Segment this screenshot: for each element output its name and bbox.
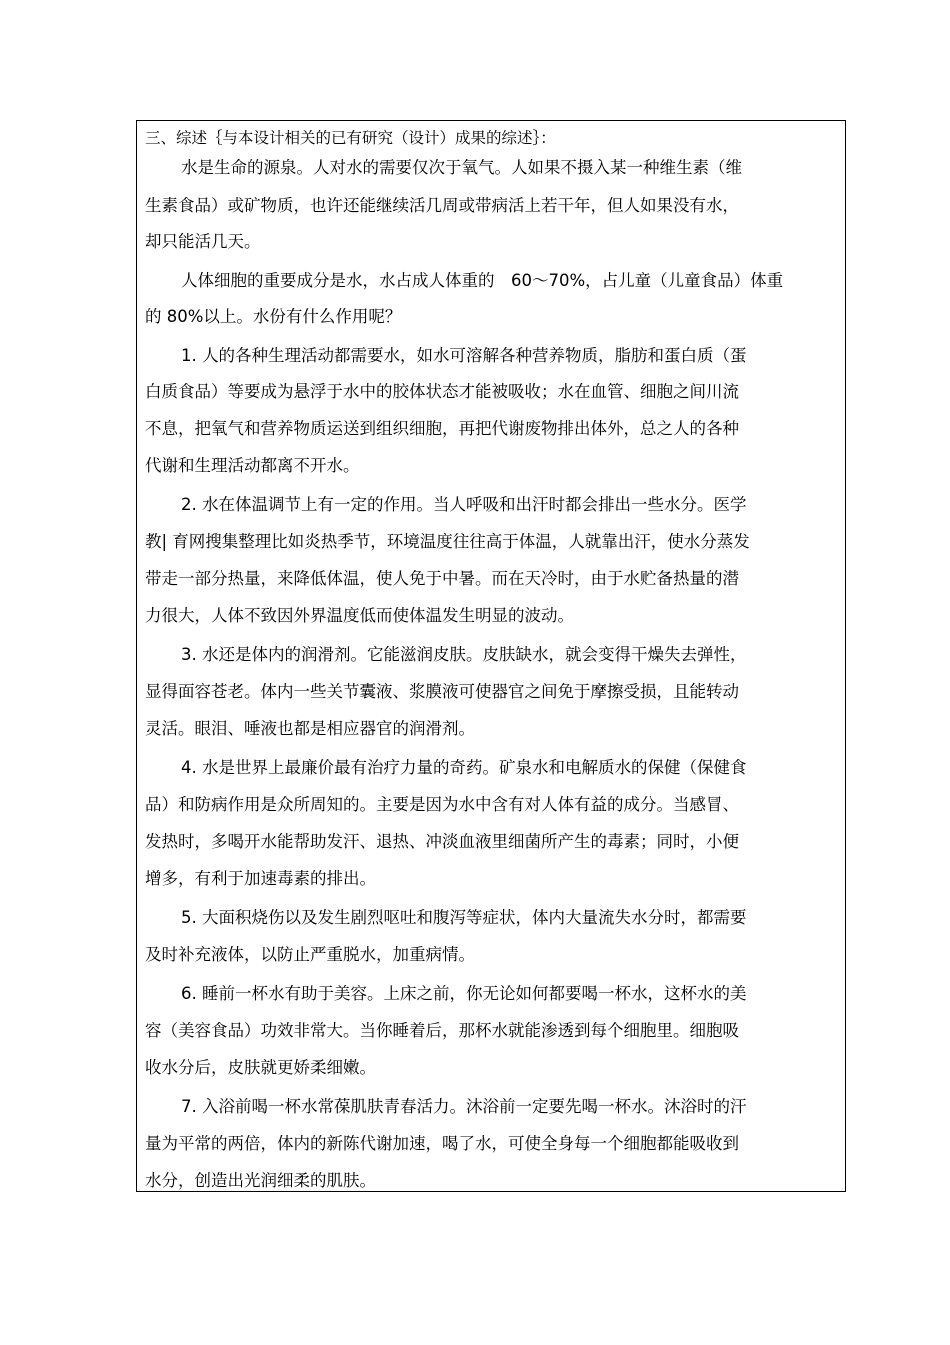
text-line: 却只能活几天。	[145, 232, 261, 251]
text-line: 不息，把氧气和营养物质运送到组织细胞，再把代谢废物排出体外，总之人的各种	[145, 419, 739, 438]
text-line: 品）和防病作用是众所周知的。主要是因为水中含有对人体有益的成分。当感冒、	[145, 795, 739, 814]
text-line: 生素食品）或矿物质，也许还能继续活几周或带病活上若干年，但人如果没有水，	[145, 196, 739, 215]
text-line: 2. 水在体温调节上有一定的作用。当人呼吸和出汗时都会排出一些水分。医学	[181, 495, 747, 514]
text-line: 收水分后，皮肤就更娇柔细嫩。	[145, 1058, 376, 1077]
text-line: 的 80%以上。水份有什么作用呢？	[145, 307, 402, 326]
text-line: 灵活。眼泪、唾液也都是相应器官的润滑剂。	[145, 719, 475, 738]
text-line: 白质食品）等要成为悬浮于水中的胶体状态才能被吸收；水在血管、细胞之间川流	[145, 382, 739, 401]
review-section-box	[136, 120, 846, 1192]
text-line: 水是生命的源泉。人对水的需要仅次于氧气。人如果不摄入某一种维生素（维	[181, 158, 742, 177]
text-line: 量为平常的两倍，体内的新陈代谢加速，喝了水，可使全身每一个细胞都能吸收到	[145, 1134, 739, 1153]
text-line: 带走一部分热量，来降低体温，使人免于中暑。而在天冷时，由于水贮备热量的潜	[145, 569, 739, 588]
text-line: 7. 入浴前喝一杯水常葆肌肤青春活力。沐浴前一定要先喝一杯水。沐浴时的汗	[181, 1097, 747, 1116]
text-line: 力很大，人体不致因外界温度低而使体温发生明显的波动。	[145, 606, 574, 625]
text-line: 代谢和生理活动都离不开水。	[145, 456, 360, 475]
section-heading: 三、综述｛与本设计相关的已有研究（设计）成果的综述｝：	[145, 129, 556, 147]
text-line: 5. 大面积烧伤以及发生剧烈呕吐和腹泻等症状，体内大量流失水分时，都需要	[181, 908, 747, 927]
text-line: 增多，有利于加速毒素的排出。	[145, 869, 376, 888]
text-line: 3. 水还是体内的润滑剂。它能滋润皮肤。皮肤缺水，就会变得干燥失去弹性，	[181, 645, 747, 664]
text-line: 及时补充液体，以防止严重脱水，加重病情。	[145, 945, 475, 964]
text-line: 发热时，多喝开水能帮助发汗、退热、冲淡血液里细菌所产生的毒素；同时，小便	[145, 832, 739, 851]
text-line: 教| 育网搜集整理比如炎热季节，环境温度往往高于体温，人就靠出汗，使水分蒸发	[145, 532, 750, 551]
text-line: 容（美容食品）功效非常大。当你睡着后，那杯水就能渗透到每个细胞里。细胞吸	[145, 1021, 739, 1040]
text-line: 1. 人的各种生理活动都需要水，如水可溶解各种营养物质，脂肪和蛋白质（蛋	[181, 346, 747, 365]
text-line: 人体细胞的重要成分是水，水占成人体重的 60～70%，占儿童（儿童食品）体重	[181, 271, 784, 290]
text-line: 4. 水是世界上最廉价最有治疗力量的奇药。矿泉水和电解质水的保健（保健食	[181, 758, 747, 777]
text-line: 水分，创造出光润细柔的肌肤。	[145, 1171, 376, 1190]
text-line: 6. 睡前一杯水有助于美容。上床之前，你无论如何都要喝一杯水，这杯水的美	[181, 984, 747, 1003]
text-line: 显得面容苍老。体内一些关节囊液、浆膜液可使器官之间免于摩擦受损，且能转动	[145, 682, 739, 701]
